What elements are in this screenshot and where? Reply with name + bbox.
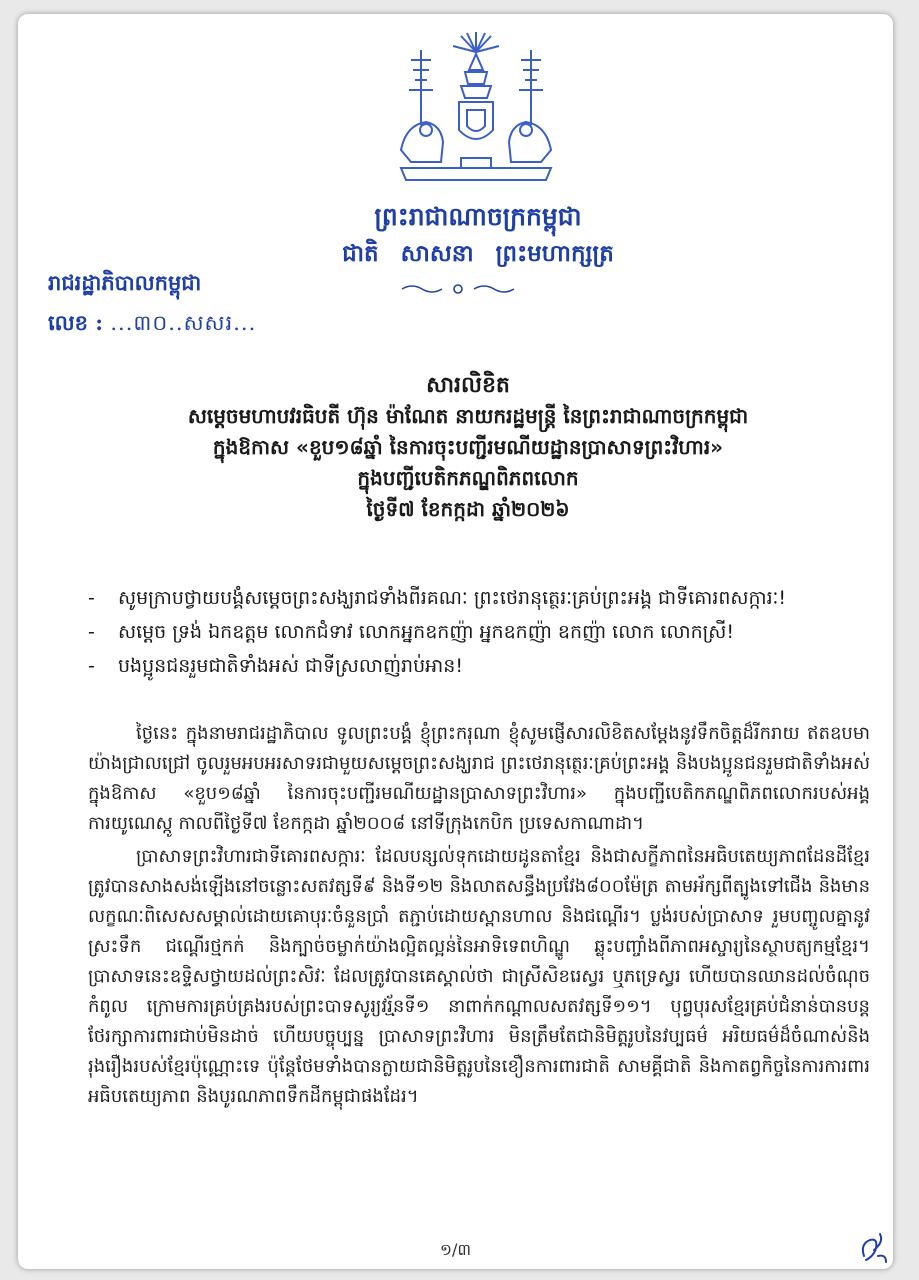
occasion-line-2: ក្នុងបញ្ជីបេតិកភណ្ឌពិភពលោក bbox=[357, 466, 579, 490]
document-type: សារលិខិត bbox=[426, 373, 510, 398]
document-date: ថ្ងៃទី៧ ខែកក្កដា ឆ្នាំ២០២៦ bbox=[366, 497, 570, 521]
body-paragraph: ប្រាសាទព្រះវិហារជាទីគោរពសក្ការៈ ដែលបន្សល់ទុកដោយដូនតាខ្មែរ និងជាសក្ខីភាពនៃអធិបតេយ្យភាពដែនដីខ្មែរ ត្រូវបានសាងសង់ឡើងនៅចន្លោះសតវត្សទី៩ និងទី១២ និងលាតសន្ធឹងប្រវែង៨០០ម៉ែត្រ តាមអ័ក្សពីត្បូងទៅជើង និងមានលក្ខណៈពិសេសសម្គាល់ដោយគោបុរៈចំនួនប្រាំ តភ្ជាប់ដោយស្ពានហាល និងជណ្តើរ។ ប្លង់របស់ប្រាសាទ រួមបញ្ចូលគ្នានូវស្រះទឹក ជណ្តើរថ្មកក់ និងក្បាច់ចម្លាក់យ៉ាងល្អិតល្អន់នៃអាទិទេពហិណ្ឌូ ឆ្លុះបញ្ចាំងពីភាពអស្ចារ្យនៃស្ថាបត្យកម្មខ្មែរ។ ប្រាសាទនេះឧទ្ទិសថ្វាយដល់ព្រះសិវៈ ដែលត្រូវបានគេស្គាល់ថា ជាស្រីសិខរេស្វរ ឬភទ្រេស្វរ ហើយបានឈានដល់ចំណុចកំពូល ក្រោមការគ្រប់គ្រងរបស់ព្រះបាទសូរ្យវរ្ម័នទី១ នាពាក់កណ្តាលសតវត្សទី១១។ បុព្វបុរសខ្មែរគ្រប់ជំនាន់បានបន្តថែរក្សាការពារជាប់មិនដាច់ ហើយបច្ចុប្បន្ន ប្រាសាទព្រះវិហារ មិនត្រឹមតែជានិមិត្តរូបនៃវប្បធម៌ អរិយធម៌ដ៏ចំណាស់និងរុងរឿងរបស់ខ្មែរប៉ុណ្ណោះទេ ប៉ុន្តែថែមទាំងបានក្លាយជានិមិត្តរូបនៃខឿនការពារជាតិ សាមគ្គីជាតិ និងកាតព្វកិច្ចនៃការការពារអធិបតេយ្យភាព និងបូរណភាពទឹកដីកម្ពុជាផងដែរ។ bbox=[88, 846, 870, 1107]
national-motto: ជាតិ សាសនា ព្រះមហាក្សត្រ bbox=[342, 240, 614, 267]
salutation-list bbox=[88, 581, 878, 683]
reference-number-label: លេខ : bbox=[48, 310, 111, 335]
handwritten-initial-icon bbox=[856, 1230, 890, 1266]
body-paragraph: ថ្ងៃនេះ ក្នុងនាមរាជរដ្ឋាភិបាល ទូលព្រះបង្គំ ខ្ញុំព្រះករុណា ខ្ញុំសូមផ្ញើសារលិខិតសម្តែងនូវទឹកចិត្តដ៏រីករាយ ឥតឧបមាយ៉ាងជ្រាលជ្រៅ ចូលរួមអបអរសាទរជាមួយសម្តេចព្រះសង្ឃរាជ ព្រះថេរានុត្ថេរៈគ្រប់ព្រះអង្គ និងបងប្អូនជនរួមជាតិទាំងអស់ ក្នុងឱកាស «ខួប១៨ឆ្នាំ នៃការចុះបញ្ជីរមណីយដ្ឋានប្រាសាទព្រះវិហារ» ក្នុងបញ្ជីបេតិកភណ្ឌពិភពលោករបស់អង្គការយូណេស្កូ កាលពីថ្ងៃទី៧ ខែកក្កដា ឆ្នាំ២០០៨ នៅទីក្រុងកេបិក ប្រទេសកាណាដា។ bbox=[88, 723, 870, 834]
royal-arms-emblem-icon bbox=[381, 30, 571, 190]
salutation-text: សម្តេច ទ្រង់ ឯកឧត្តម លោកជំទាវ លោកអ្នកឧកញ៉ា អ្នកឧកញ៉ា ឧកញ៉ា លោក លោកស្រី! bbox=[118, 621, 735, 643]
salutation-item: - បងប្អូនជនរួមជាតិទាំងអស់ ជាទីស្រលាញ់រាប់អាន! bbox=[88, 655, 463, 677]
document-title-block bbox=[78, 370, 858, 525]
letter-body bbox=[88, 719, 870, 1115]
page-number: ១/៣ bbox=[439, 1240, 472, 1259]
author-line: សម្តេចមហាបវរធិបតី ហ៊ុន ម៉ាណែត នាយករដ្ឋមន្ត្រី នៃព្រះរាជាណាចក្រកម្ពុជា bbox=[187, 404, 749, 428]
occasion-line: ក្នុងឱកាស «ខួប១៨ឆ្នាំ នៃការចុះបញ្ជីរមណីយដ្ឋានប្រាសាទព្រះវិហារ» bbox=[212, 435, 724, 459]
document-page bbox=[18, 14, 893, 1269]
salutation-item: - សូមក្រាបថ្វាយបង្គំសម្តេចព្រះសង្ឃរាជទាំងពីរគណៈ ព្រះថេរានុត្ថេរៈគ្រប់ព្រះអង្គ ជាទីគោរពសក្ការៈ! bbox=[88, 587, 787, 609]
salutation-text: បងប្អូនជនរួមជាតិទាំងអស់ ជាទីស្រលាញ់រាប់អាន! bbox=[118, 655, 463, 677]
salutation-item: - សម្តេច ទ្រង់ ឯកឧត្តម លោកជំទាវ លោកអ្នកឧកញ៉ា អ្នកឧកញ៉ា ឧកញ៉ា លោក លោកស្រី! bbox=[88, 621, 735, 643]
reference-number-value: ...៣០..សសរ... bbox=[110, 311, 257, 335]
decorative-divider-icon bbox=[398, 282, 518, 296]
reference-number bbox=[48, 310, 256, 341]
salutation-text: សូមក្រាបថ្វាយបង្គំសម្តេចព្រះសង្ឃរាជទាំងពីរគណៈ ព្រះថេរានុត្ថេរៈគ្រប់ព្រះអង្គ ជាទីគោរពសក្ការៈ! bbox=[118, 587, 787, 609]
issuing-authority: រាជរដ្ឋាភិបាលកម្ពុជា bbox=[48, 270, 202, 295]
kingdom-name: ព្រះរាជាណាចក្រកម្ពុជា bbox=[374, 202, 582, 231]
